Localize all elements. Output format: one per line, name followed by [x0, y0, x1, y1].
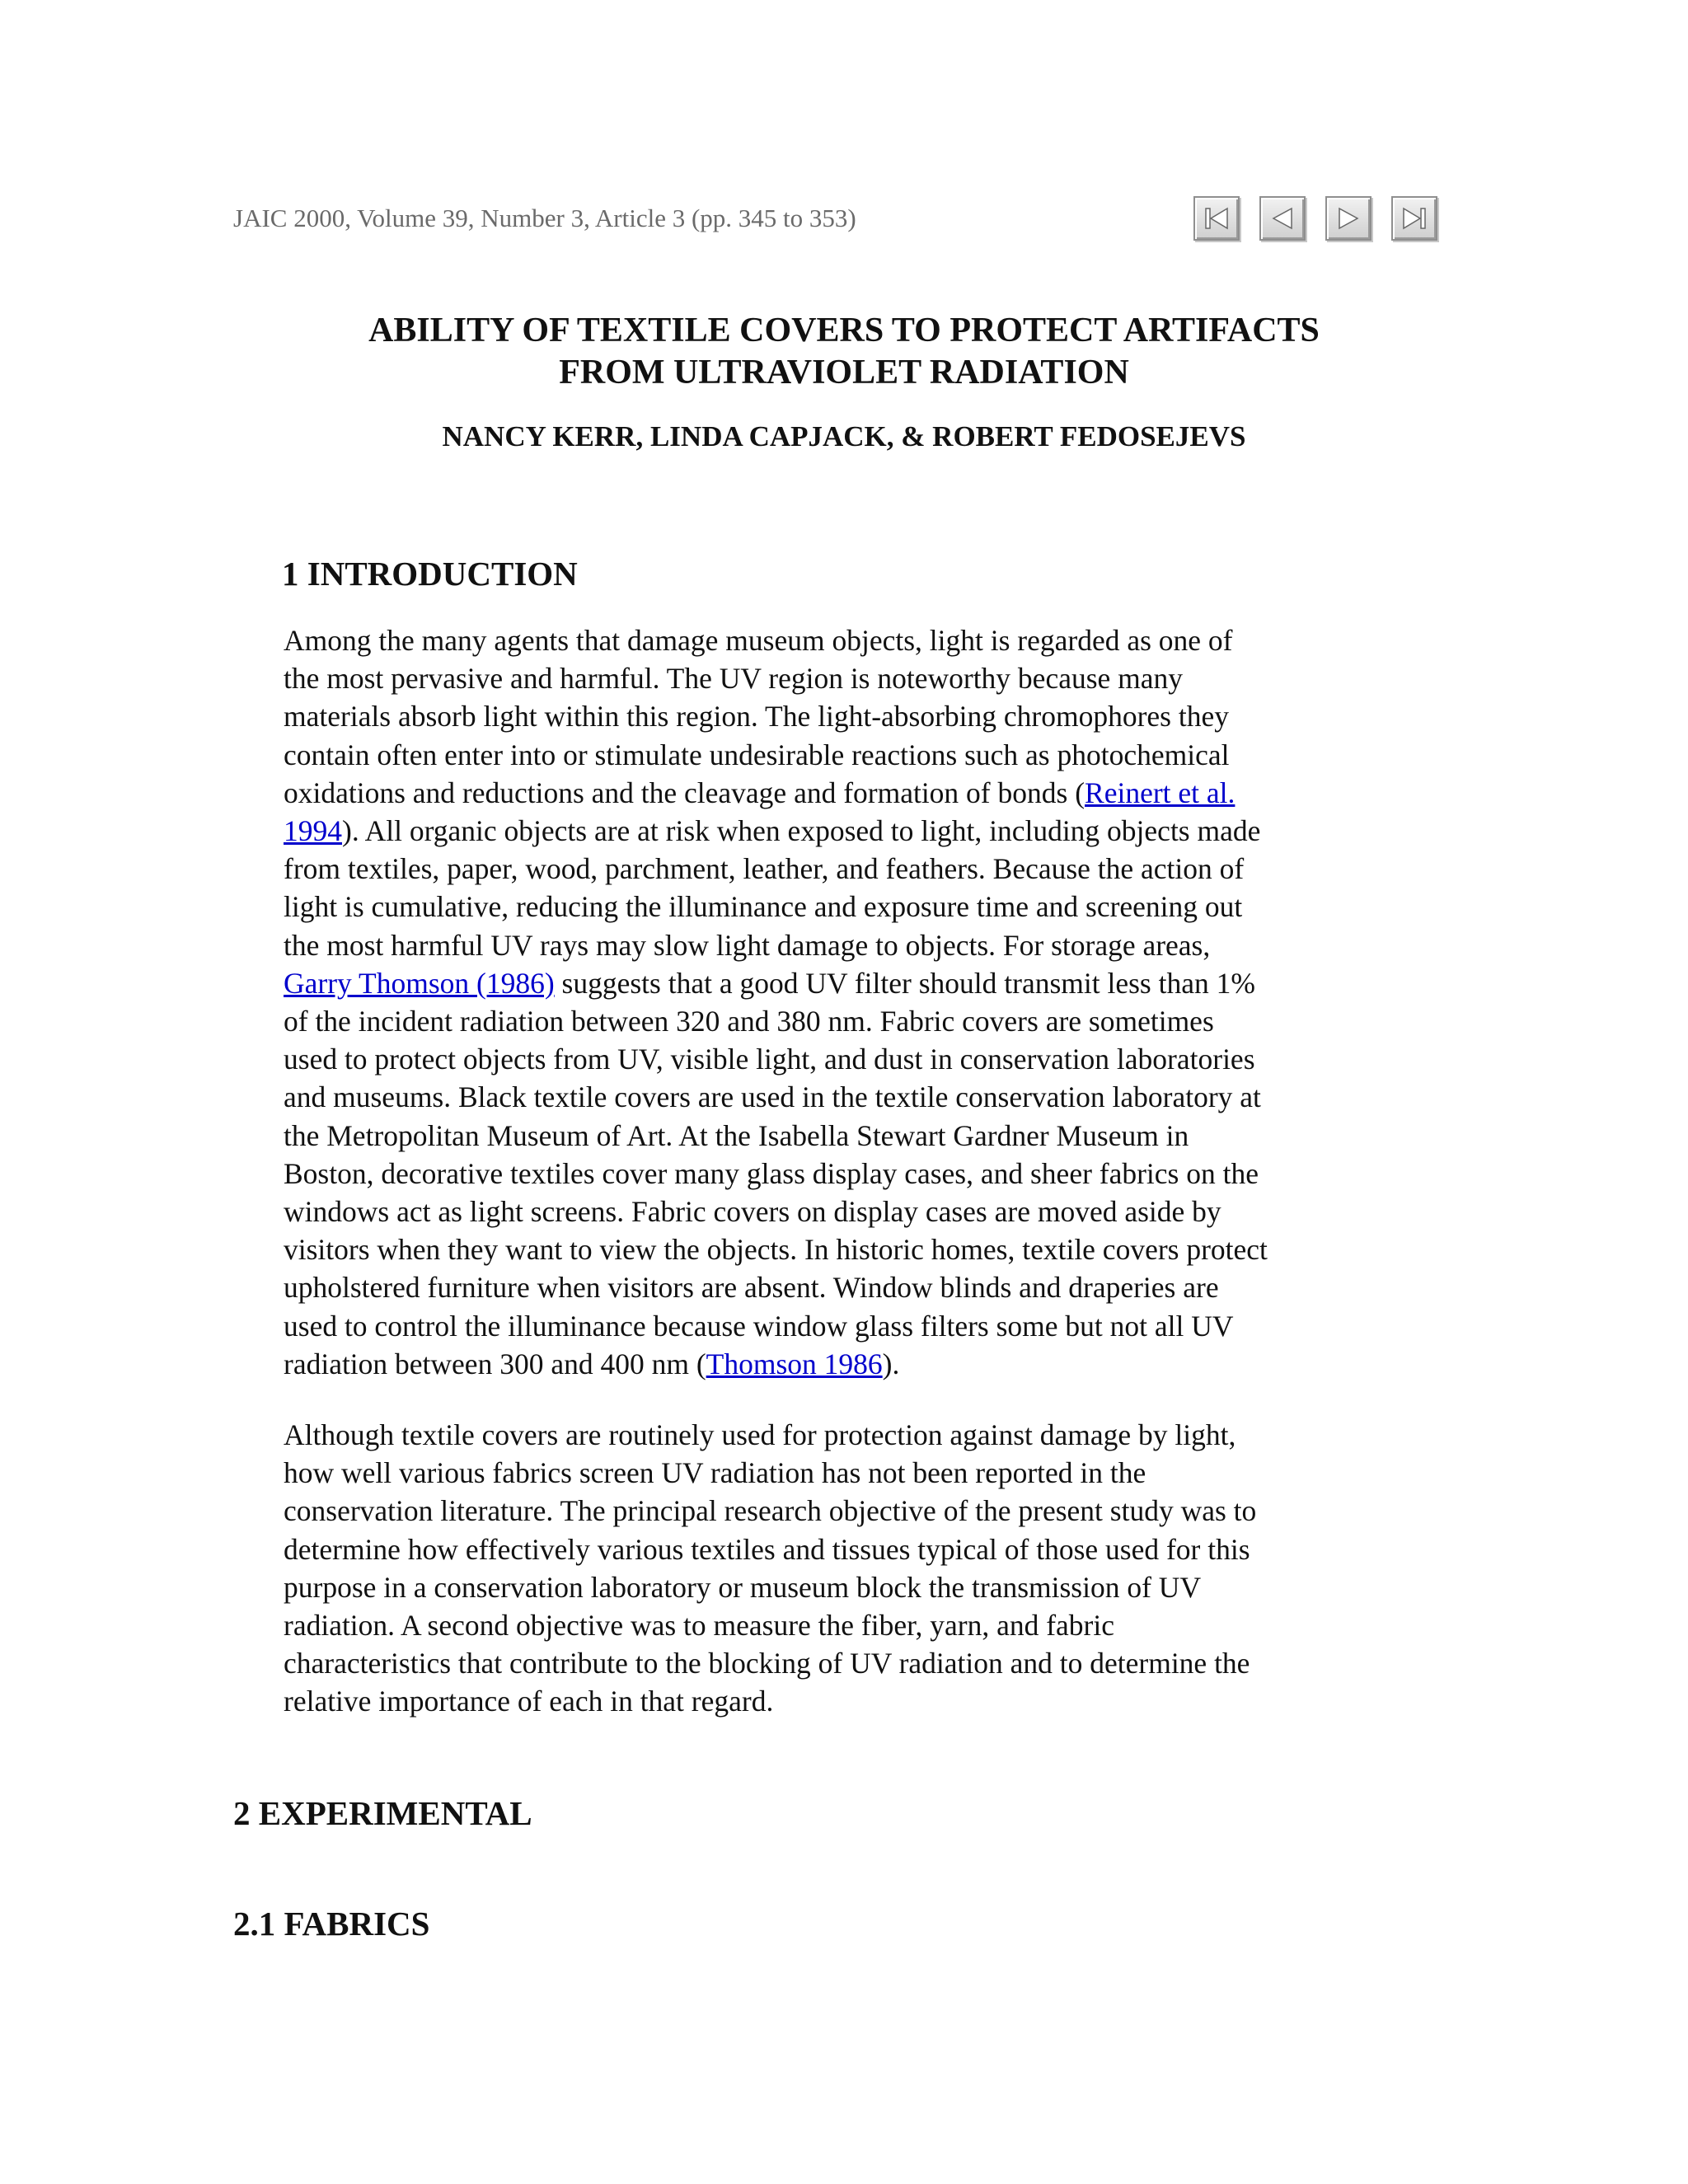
text-line: radiation. A second objective was to measure the fiber, yarn, and fabric — [284, 1609, 1114, 1643]
text-line: and museums. Black textile covers are used in the textile conservation laboratory at — [284, 1080, 1261, 1114]
citation-link-garry-thomson[interactable]: Garry Thomson (1986) — [284, 966, 555, 1000]
section-heading-fabrics: 2.1 FABRICS — [233, 1905, 430, 1943]
text-line: determine how effectively various textiles and tissues typical of those used for this — [284, 1532, 1250, 1566]
running-head: JAIC 2000, Volume 39, Number 3, Article 3 (pp. 345 to 353) — [233, 204, 856, 232]
page-navigation — [1193, 196, 1437, 241]
next-page-button[interactable] — [1325, 196, 1372, 241]
title-line-2: FROM ULTRAVIOLET RADIATION — [559, 354, 1129, 391]
previous-page-button[interactable] — [1259, 196, 1306, 241]
text-line — [284, 1345, 1388, 1383]
text-line: the most pervasive and harmful. The UV region is noteworthy because many — [284, 662, 1184, 696]
text-segment: radiation between 300 and 400 nm ( — [284, 1347, 706, 1380]
first-page-button[interactable] — [1193, 196, 1240, 241]
last-page-icon — [1398, 202, 1431, 235]
article-authors: NANCY KERR, LINDA CAPJACK, & ROBERT FEDOSEJEVS — [442, 420, 1246, 452]
text-line — [284, 774, 1388, 812]
text-line: light is cumulative, reducing the illuminance and exposure time and screening out — [284, 890, 1243, 924]
next-page-icon — [1332, 202, 1365, 235]
article-title — [0, 310, 1688, 394]
text-line: used to control the illuminance because window glass filters some but not all UV — [284, 1309, 1234, 1343]
title-line-1: ABILITY OF TEXTILE COVERS TO PROTECT ARTIFACTS — [368, 312, 1320, 349]
text-line: contain often enter into or stimulate undesirable reactions such as photochemical — [284, 738, 1230, 771]
text-line: materials absorb light within this region. The light-absorbing chromophores they — [284, 700, 1229, 733]
text-line: used to protect objects from UV, visible light, and dust in conservation laboratories — [284, 1043, 1255, 1076]
text-segment: suggests that a good UV filter should transmit less than 1% — [554, 966, 1255, 1000]
text-line: of the incident radiation between 320 and 380 nm. Fabric covers are sometimes — [284, 1005, 1214, 1038]
citation-link-reinert-year[interactable]: 1994 — [284, 814, 342, 848]
last-page-button[interactable] — [1391, 196, 1437, 241]
text-line: visitors when they want to view the objects. In historic homes, textile covers protect — [284, 1233, 1268, 1267]
text-line: relative importance of each in that regard. — [284, 1685, 774, 1718]
text-line: Boston, decorative textiles cover many glass display cases, and sheer fabrics on the — [284, 1156, 1259, 1190]
text-segment: ). — [882, 1347, 900, 1380]
citation-link-reinert[interactable]: Reinert et al. — [1085, 776, 1236, 809]
text-line: how well various fabrics screen UV radiation has not been reported in the — [284, 1456, 1146, 1490]
text-line: upholstered furniture when visitors are absent. Window blinds and draperies are — [284, 1271, 1219, 1305]
text-line: the most harmful UV rays may slow light damage to objects. For storage areas, — [284, 928, 1211, 962]
text-segment: oxidations and reductions and the cleavage and formation of bonds ( — [284, 776, 1085, 809]
previous-page-icon — [1266, 202, 1299, 235]
section-heading-experimental: 2 EXPERIMENTAL — [233, 1794, 532, 1832]
text-line: windows act as light screens. Fabric covers on display cases are moved aside by — [284, 1195, 1221, 1229]
citation-link-thomson[interactable]: Thomson 1986 — [706, 1347, 883, 1380]
intro-paragraph-1 — [284, 621, 1388, 1383]
text-line: Although textile covers are routinely used for protection against damage by light, — [284, 1418, 1236, 1451]
text-line — [284, 812, 1388, 850]
text-line: the Metropolitan Museum of Art. At the Isabella Stewart Gardner Museum in — [284, 1118, 1189, 1152]
first-page-icon — [1200, 202, 1233, 235]
text-line: purpose in a conservation laboratory or museum block the transmission of UV — [284, 1570, 1202, 1604]
text-line — [284, 964, 1388, 1002]
text-line: Among the many agents that damage museum objects, light is regarded as one of — [284, 624, 1233, 657]
text-line: conservation literature. The principal research objective of the present study was to — [284, 1494, 1257, 1528]
text-line: from textiles, paper, wood, parchment, leather, and feathers. Because the action of — [284, 852, 1245, 886]
text-line: characteristics that contribute to the blocking of UV radiation and to determine the — [284, 1647, 1250, 1680]
text-segment: ). All organic objects are at risk when exposed to light, including objects made — [342, 814, 1261, 848]
section-heading-introduction: 1 INTRODUCTION — [282, 555, 578, 593]
intro-paragraph-2 — [284, 1416, 1388, 1721]
